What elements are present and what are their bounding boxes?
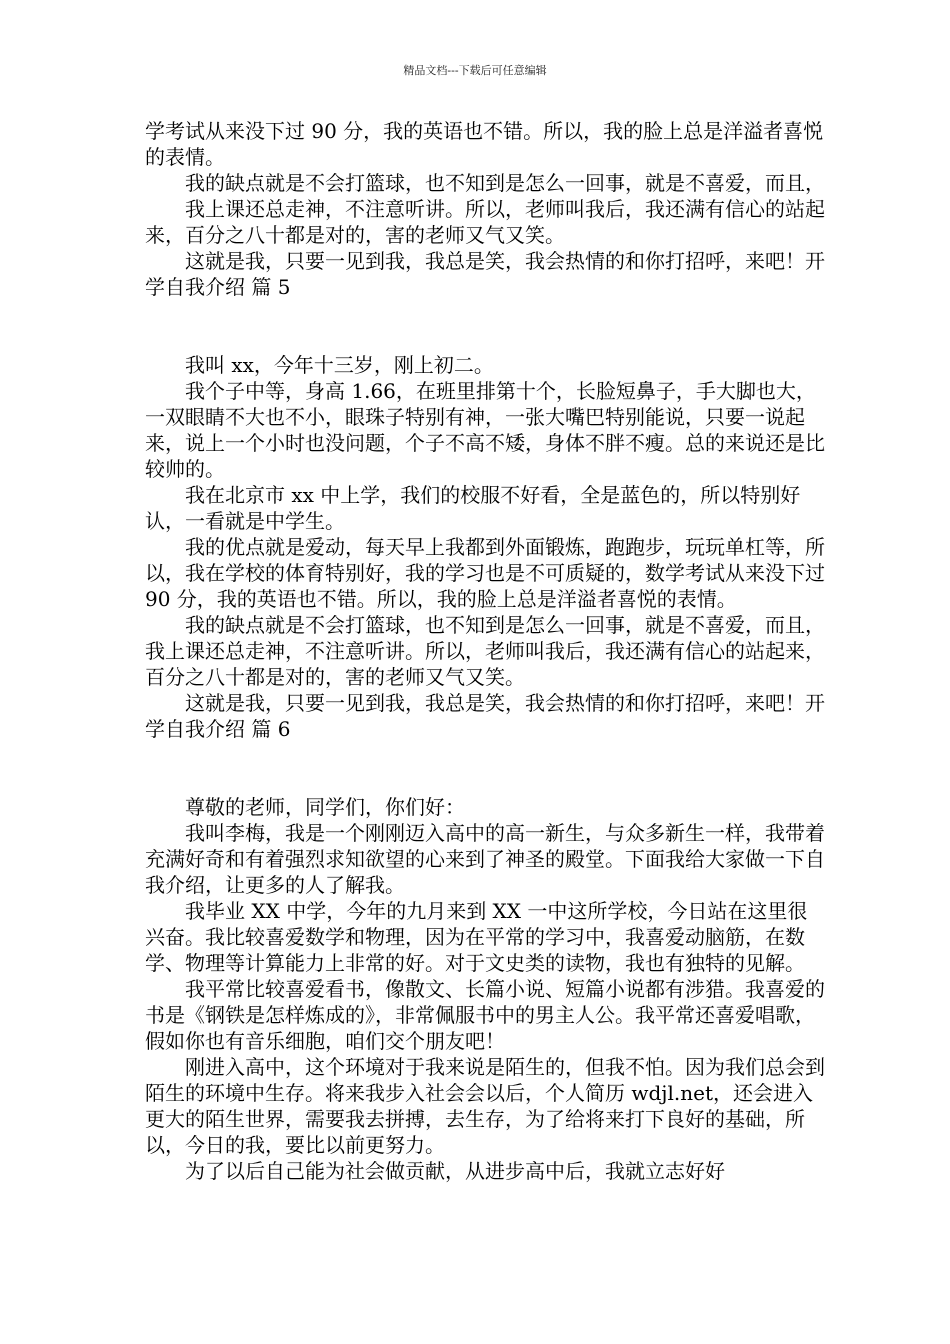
paragraph: 学考试从来没下过 90 分，我的英语也不错。所以，我的脸上总是洋溢者喜悦的表情。 (145, 119, 824, 169)
paragraph: 我在北京市 xx 中上学，我们的校服不好看，全是蓝色的，所以特别好认，一看就是中学生。 (145, 483, 801, 533)
paragraph: 这就是我，只要一见到我，我总是笑，我会热情的和你打招呼，来吧！开学自我介绍 篇 6 (145, 691, 825, 741)
section-gap (145, 300, 825, 352)
paragraph: 尊敬的老师，同学们，你们好： (185, 795, 465, 819)
paragraph: 为了以后自己能为社会做贡献，从进步高中后，我就立志好好 (185, 1159, 725, 1183)
document-body (145, 118, 832, 1184)
paragraph: 我平常比较喜爱看书，像散文、长篇小说、短篇小说都有涉猎。我喜爱的书是《钢铁是怎样炼成的》，非常佩服书中的男主人公。我平常还喜爱唱歌，假如你也有音乐细胞，咱们交个朋友吧！ (145, 977, 825, 1053)
paragraph: 我的优点就是爱动，每天早上我都到外面锻炼，跑跑步，玩玩单杠等，所以，我在学校的体育特别好，我的学习也是不可质疑的，数学考试从来没下过 90 分，我的英语也不错。所以，我的脸上总是洋溢者喜悦的表情。 (145, 535, 832, 611)
paragraph: 我毕业 XX 中学，今年的九月来到 XX 一中这所学校，今日站在这里很兴奋。我比较喜爱数学和物理，因为在平常的学习中，我喜爱动脑筋，在数学、物理等计算能力上非常的好。对于文史类的读物，我也有独特的见解。 (145, 899, 808, 975)
paragraph: 我上课还总走神，不注意听讲。所以，老师叫我后，我还满有信心的站起来，百分之八十都是对的，害的老师又气又笑。 (145, 197, 825, 247)
paragraph: 这就是我，只要一见到我，我总是笑，我会热情的和你打招呼，来吧！开学自我介绍 篇 5 (145, 249, 825, 299)
paragraph: 我叫李梅，我是一个刚刚迈入高中的高一新生，与众多新生一样，我带着充满好奇和有着强烈求知欲望的心来到了神圣的殿堂。下面我给大家做一下自我介绍，让更多的人了解我。 (145, 821, 825, 897)
paragraph: 我的缺点就是不会打篮球，也不知到是怎么一回事，就是不喜爱，而且， (185, 171, 825, 195)
page-header: 精品文档---下载后可任意编辑 (403, 64, 547, 77)
paragraph: 我个子中等，身高 1.66，在班里排第十个，长脸短鼻子，手大脚也大，一双眼睛不大也不小，眼珠子特别有神，一张大嘴巴特别能说，只要一说起来，说上一个小时也没问题，个子不高不矮，身体不胖不瘦。总的来说还是比较帅的。 (145, 379, 825, 481)
paragraph: 我叫 xx，今年十三岁，刚上初二。 (185, 353, 494, 377)
section-gap (145, 742, 825, 794)
paragraph: 刚进入高中，这个环境对于我来说是陌生的，但我不怕。因为我们总会到陌生的环境中生存。将来我步入社会会以后，个人简历 wdjl.net，还会进入更大的陌生世界，需要我去拼搏，去生存，为了给将来打下良好的基础，所以，今日的我，要比以前更努力。 (145, 1055, 825, 1157)
paragraph: 我的缺点就是不会打篮球，也不知到是怎么一回事，就是不喜爱，而且，我上课还总走神，不注意听讲。所以，老师叫我后，我还满有信心的站起来，百分之八十都是对的，害的老师又气又笑。 (145, 613, 825, 689)
